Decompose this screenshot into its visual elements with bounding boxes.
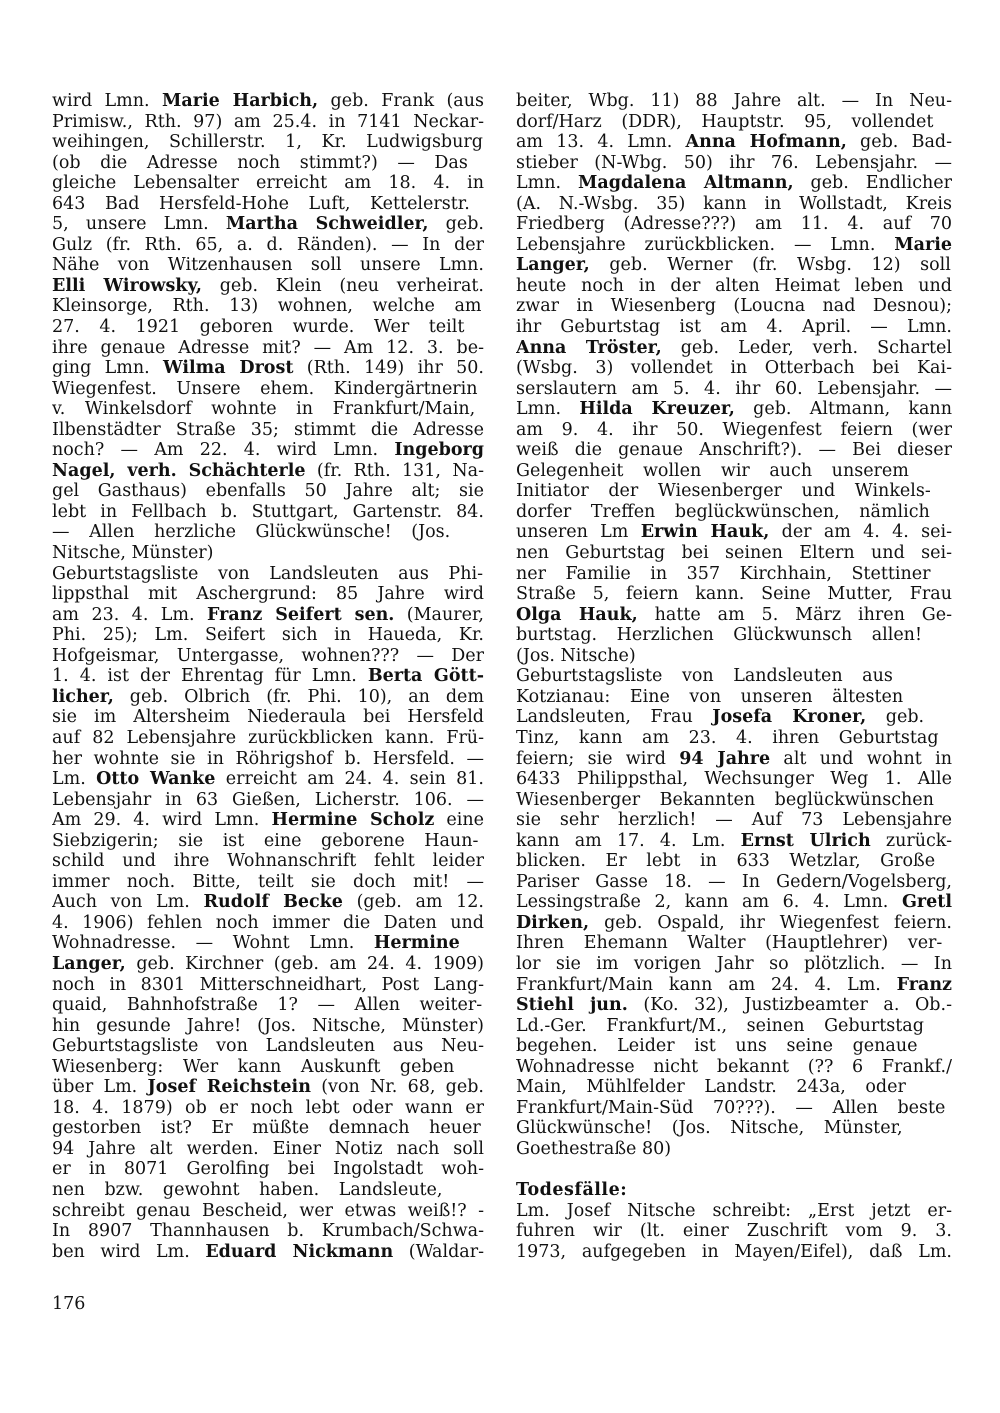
text-run: (Waldar- xyxy=(393,1241,484,1262)
text-line xyxy=(52,687,484,708)
text-line xyxy=(52,564,484,585)
text-run: serslautern am 5. 4. ihr 60. Lebensjahr. — xyxy=(516,378,952,399)
text-run: 643 Bad Hersfeld-Hohe Luft, Kettelerstr. xyxy=(52,193,470,214)
text-line xyxy=(52,194,484,215)
text-run: (Maurer, xyxy=(394,604,484,625)
section-heading-todesfaelle: Todesfälle: xyxy=(516,1179,628,1200)
text-run: 1973, aufgegeben in Mayen/Eifel), daß Lm. xyxy=(516,1241,952,1262)
bold-name: Martha Schweidler, xyxy=(225,214,429,235)
text-run: v. Winkelsdorf wohnte in Frankfurt/Main, xyxy=(52,399,476,420)
bold-name: Rudolf Becke xyxy=(203,892,343,913)
text-run: ner Familie in 357 Kirchhain, Stettiner xyxy=(516,563,931,584)
birthday-notices-continued xyxy=(516,91,952,1159)
text-line xyxy=(516,276,952,297)
bold-name: Dirken, xyxy=(516,912,590,933)
text-run: (geb. am 12. xyxy=(342,892,484,913)
text-run: auf 82 Lebensjahre zurückblicken kann. Frü- xyxy=(52,727,484,748)
text-line xyxy=(516,420,952,441)
text-line xyxy=(516,564,952,585)
text-run: immer noch. Bitte, teilt sie doch mit! — xyxy=(52,871,484,892)
text-line xyxy=(516,872,952,893)
text-run: Wohnadresse nicht bekannt (?? 6 Frankf./ xyxy=(516,1056,952,1077)
bold-name: Josefa Kroner, xyxy=(712,707,867,728)
text-line xyxy=(516,1118,952,1139)
text-run: Nitsche, Münster) xyxy=(52,543,214,564)
text-run: alt und wohnt in xyxy=(770,748,952,769)
text-run: Kleinsorge, Rth. 13) wohnen, welche am xyxy=(52,296,482,317)
text-line xyxy=(52,851,484,872)
text-run: geb. Endlicher xyxy=(793,173,952,194)
text-run: (Wsbg. 3) vollendet in Otterbach bei Kai- xyxy=(516,358,952,379)
text-line xyxy=(516,810,952,831)
text-line xyxy=(516,1242,952,1263)
text-line xyxy=(516,728,952,749)
right-text-column xyxy=(516,91,952,1262)
text-line xyxy=(52,646,484,667)
bold-name: Elli Wirowsky, xyxy=(52,275,203,296)
text-line xyxy=(52,522,484,543)
text-line xyxy=(52,769,484,790)
text-line xyxy=(52,666,484,687)
text-line xyxy=(516,543,952,564)
bold-name: Hilda Kreuzer, xyxy=(579,399,735,420)
section-gap xyxy=(516,1159,952,1180)
text-line xyxy=(516,173,952,194)
text-run: ging Lmn. xyxy=(52,358,164,379)
text-line xyxy=(516,461,952,482)
text-run: geb. Klein (neu verheirat. xyxy=(202,275,484,296)
text-line xyxy=(52,296,484,317)
text-line xyxy=(52,214,484,235)
text-line xyxy=(52,440,484,461)
text-run: sie sehr herzlich! — Auf 73 Lebensjahre xyxy=(516,810,952,831)
text-line xyxy=(516,153,952,174)
text-run: heute noch in der alten Heimat leben und xyxy=(516,275,952,296)
text-run: am 13. 4. Lmn. xyxy=(516,132,686,153)
text-line xyxy=(52,584,484,605)
text-run: geb. xyxy=(866,707,925,728)
text-line xyxy=(52,420,484,441)
text-run: am 9. 4. ihr 50. Wiegenfest feiern (wer xyxy=(516,419,952,440)
text-run: Tinz, kann am 23. 4. ihren Geburtstag xyxy=(516,727,939,748)
text-run: geb. Werner (fr. Wsbg. 12) soll xyxy=(589,255,951,276)
text-line xyxy=(516,1057,952,1078)
text-run: der am 4. 4. sei- xyxy=(769,522,952,543)
text-run: Pariser Gasse 18. — In Gedern/Vogelsberg, xyxy=(516,871,952,892)
text-run: ihr Geburtstag ist am 4. April. — Lmn. xyxy=(516,317,952,338)
text-line xyxy=(516,584,952,605)
text-line xyxy=(516,317,952,338)
text-run: weihingen, Schillerstr. 1, Kr. Ludwigsburg xyxy=(52,132,483,153)
bold-name: Langer, xyxy=(516,255,590,276)
text-line xyxy=(52,1159,484,1180)
bold-name: Anna Tröster, xyxy=(516,337,662,358)
text-run: kann am 17. 4. Lm. xyxy=(516,830,741,851)
text-run: Wiesenberg: Wer kann Auskunft geben xyxy=(52,1056,455,1077)
text-run: gestorben ist? Er müßte demnach heuer xyxy=(52,1118,481,1139)
obituary-text xyxy=(516,1201,952,1263)
text-run: 18. 4. 1879) ob er noch lebt oder wann er xyxy=(52,1097,484,1118)
text-run: schild und ihre Wohnanschrift fehlt leider xyxy=(52,851,484,872)
text-line xyxy=(52,235,484,256)
text-run: 5, unsere Lmn. xyxy=(52,214,226,235)
text-line xyxy=(52,892,484,913)
text-run: Ld.-Ger. Frankfurt/M., seinen Geburtstag xyxy=(516,1015,924,1036)
text-line xyxy=(516,132,952,153)
text-run: Lebensjahre zurückblicken. — Lmn. xyxy=(516,234,895,255)
text-line xyxy=(52,810,484,831)
text-line xyxy=(516,1201,952,1222)
text-run: Frankfurt/Main-Süd 70???). — Allen beste xyxy=(516,1097,946,1118)
text-run: hin gesunde Jahre! (Jos. Nitsche, Münster) xyxy=(52,1015,484,1036)
text-run: In 8907 Thannhausen b. Krumbach/Schwa- xyxy=(52,1221,484,1242)
text-line xyxy=(52,913,484,934)
text-line xyxy=(516,625,952,646)
bold-name: Hermine xyxy=(373,933,460,954)
text-line xyxy=(516,235,952,256)
text-line xyxy=(516,995,952,1016)
text-run: dorfer Treffen beglückwünschen, nämlich xyxy=(516,501,930,522)
text-run: lippsthal mit Aschergrund: 85 Jahre wird xyxy=(52,584,484,605)
text-line xyxy=(516,831,952,852)
bold-name: Marie Harbich, xyxy=(162,91,319,111)
text-line xyxy=(516,358,952,379)
text-run: (A. N.-Wsbg. 35) kann in Wollstadt, Kreis xyxy=(516,193,952,214)
text-run: geb. Ospald, ihr Wiegenfest feiern. xyxy=(589,912,952,933)
text-run: quaid, Bahnhofstraße 1? — Allen weiter- xyxy=(52,995,483,1016)
text-line xyxy=(52,625,484,646)
text-run: fuhren wir (lt. einer Zuschrift vom 9. 3. xyxy=(516,1221,952,1242)
text-line xyxy=(516,687,952,708)
text-run: feiern; sie wird xyxy=(516,748,680,769)
text-run: eine xyxy=(434,810,484,831)
text-run: Wiegenfest. Unsere ehem. Kindergärtnerin xyxy=(52,378,478,399)
text-line xyxy=(52,481,484,502)
text-line xyxy=(516,749,952,770)
text-run: (Jos. Nitsche) xyxy=(516,645,636,666)
text-run: weiß die genaue Anschrift?). — Bei dieser xyxy=(516,440,952,461)
bold-name: Olga Hauk, xyxy=(516,604,638,625)
text-run: Geburtstagsliste von Landsleuten aus Phi- xyxy=(52,563,483,584)
text-run: ben wird Lm. xyxy=(52,1241,206,1262)
text-run: gleiche Lebensalter erreicht am 18. 4. in xyxy=(52,173,484,194)
text-run: Glückwünsche! (Jos. Nitsche, Münster, xyxy=(516,1118,903,1139)
text-run: beiter, Wbg. 11) 88 Jahre alt. — In Neu- xyxy=(516,91,952,111)
text-line xyxy=(52,1221,484,1242)
text-line xyxy=(516,112,952,133)
text-line xyxy=(52,276,484,297)
bold-name: Erwin Hauk, xyxy=(640,522,770,543)
text-line xyxy=(52,831,484,852)
text-run: Straße 5, feiern kann. Seine Mutter, Frau xyxy=(516,584,952,605)
text-run: nen Geburtstag bei seinen Eltern und sei- xyxy=(516,543,952,564)
text-line xyxy=(516,1098,952,1119)
text-run: geb. Altmann, kann xyxy=(734,399,952,420)
text-line xyxy=(516,954,952,975)
text-line xyxy=(52,461,484,482)
bold-name: Gretl xyxy=(901,892,952,913)
text-run: Phi. 25); Lm. Seifert sich in Haueda, Kr. xyxy=(52,625,484,646)
text-line xyxy=(516,399,952,420)
text-run: über Lm. xyxy=(52,1077,148,1098)
text-run: geb. Olbrich (fr. Phi. 10), an dem xyxy=(113,686,484,707)
text-line xyxy=(516,522,952,543)
text-line xyxy=(52,399,484,420)
text-line xyxy=(52,1036,484,1057)
text-run: Primisw., Rth. 97) am 25.4. in 7141 Neckar- xyxy=(52,111,484,132)
bold-name: Magdalena Altmann, xyxy=(578,173,794,194)
text-run: zurück- xyxy=(870,830,952,851)
text-line xyxy=(52,1057,484,1078)
text-line xyxy=(52,1180,484,1201)
text-run: burtstag. Herzlichen Glückwunsch allen! xyxy=(516,625,922,646)
text-run: 94 Jahre alt werden. Einer Notiz nach soll xyxy=(52,1138,484,1159)
text-run: 4. 1906) fehlen noch immer die Daten und xyxy=(52,912,484,933)
text-run: Lessingstraße 2, kann am 6. 4. Lmn. xyxy=(516,892,902,913)
text-line xyxy=(52,872,484,893)
text-run: (Ko. 32), Justizbeamter a. Ob.- xyxy=(627,995,952,1016)
text-line xyxy=(516,769,952,790)
text-line xyxy=(52,543,484,564)
bold-name: Marie xyxy=(894,234,952,255)
text-run: gel Gasthaus) ebenfalls 50 Jahre alt; sie xyxy=(52,481,484,502)
text-line xyxy=(52,1118,484,1139)
text-line xyxy=(516,851,952,872)
text-run: (von Nr. 68, geb. xyxy=(310,1077,484,1098)
text-run: Auch von Lm. xyxy=(52,892,204,913)
text-run: am 23. 4. Lm. xyxy=(52,604,207,625)
text-run: Main, Mühlfelder Landstr. 243a, oder xyxy=(516,1077,906,1098)
text-run: Lebensjahr in 63 Gießen, Licherstr. 106. — xyxy=(52,789,484,810)
text-run: Friedberg (Adresse???) am 11. 4. auf 70 xyxy=(516,214,952,235)
bold-name: Hermine Scholz xyxy=(271,810,435,831)
text-run: noch? — Am 22. 4. wird Lmn. xyxy=(52,440,395,461)
text-run: geb. Bad- xyxy=(846,132,952,153)
text-run: 27. 4. 1921 geboren wurde. Wer teilt xyxy=(52,317,465,338)
text-run: Gelegenheit wollen wir auch unserem xyxy=(516,460,909,481)
text-line xyxy=(516,1036,952,1057)
text-line xyxy=(52,790,484,811)
text-run: Initiator der Wiesenberger und Winkels- xyxy=(516,481,931,502)
text-run: 1. 4. ist der Ehrentag für Lmn. xyxy=(52,666,368,687)
bold-name: Eduard Nickmann xyxy=(205,1241,394,1262)
text-line xyxy=(516,379,952,400)
text-line xyxy=(516,1077,952,1098)
text-run: geb. Frank (aus xyxy=(318,91,484,111)
text-run: lebt in Fellbach b. Stuttgart, Gartenstr. 84. xyxy=(52,501,484,522)
text-line xyxy=(516,1016,952,1037)
text-run: Am 29. 4. wird Lmn. xyxy=(52,810,272,831)
bold-name: Franz xyxy=(896,974,952,995)
text-run: erreicht am 24. 4. sein 81. xyxy=(215,769,484,790)
text-run: geb. Kirchner (geb. am 24. 4. 1909) xyxy=(125,953,484,974)
text-run: blicken. Er lebt in 633 Wetzlar, Große xyxy=(516,851,936,872)
text-run: Wiesenberger Bekannten beglückwünschen xyxy=(516,789,934,810)
text-run: wird Lmn. xyxy=(52,91,163,111)
bold-name: Wilma Drost xyxy=(163,358,294,379)
text-run: Frankfurt/Main kann am 24. 4. Lm. xyxy=(516,974,897,995)
text-line xyxy=(52,338,484,359)
text-line xyxy=(516,666,952,687)
text-run: schreibt genau Bescheid, wer etwas weiß!? - xyxy=(52,1200,484,1221)
text-line xyxy=(52,1242,484,1263)
text-line xyxy=(52,317,484,338)
text-run: Lm. Josef Nitsche schreibt: „Erst jetzt er- xyxy=(516,1200,952,1221)
text-line xyxy=(52,255,484,276)
text-line xyxy=(52,728,484,749)
text-line xyxy=(52,605,484,626)
text-line xyxy=(516,296,952,317)
text-line xyxy=(52,91,484,112)
text-run: nen bzw. gewohnt haben. Landsleute, xyxy=(52,1179,443,1200)
text-run: Landsleuten, Frau xyxy=(516,707,713,728)
text-line xyxy=(516,255,952,276)
text-run: Wohnadresse. — Wohnt Lmn. xyxy=(52,933,374,954)
text-line xyxy=(52,1016,484,1037)
text-line xyxy=(52,707,484,728)
bold-name: Langer, xyxy=(52,953,126,974)
text-run: (ob die Adresse noch stimmt?) — Das xyxy=(52,152,468,173)
text-line xyxy=(516,481,952,502)
text-run: er in 8071 Gerolfing bei Ingolstadt woh- xyxy=(52,1159,484,1180)
text-line xyxy=(516,605,952,626)
text-run: Ihren Ehemann Walter (Hauptlehrer) ver- xyxy=(516,933,943,954)
bold-name: Stiehl jun. xyxy=(516,995,628,1016)
text-run: Gulz (fr. Rth. 65, a. d. Ränden). — In der xyxy=(52,234,484,255)
text-run: Goethestraße 80) xyxy=(516,1138,672,1159)
text-run: lor sie im vorigen Jahr so plötzlich. — In xyxy=(516,953,952,974)
text-line xyxy=(52,173,484,194)
text-line xyxy=(52,954,484,975)
bold-name: Josef Reichstein xyxy=(147,1077,311,1098)
text-run: — Allen herzliche Glückwünsche! (Jos. xyxy=(52,522,451,543)
text-run: Lmn. xyxy=(516,173,578,194)
text-run: her wohnte sie in Röhrigshof b. Hersfeld. — xyxy=(52,748,484,769)
text-run: geb. xyxy=(428,214,484,235)
text-run: stieber (N-Wbg. 50) ihr 76. Lebensjahr. — xyxy=(516,152,952,173)
page-number: 176 xyxy=(52,1294,86,1314)
text-line xyxy=(516,646,952,667)
bold-name: Nagel, verh. Schächterle xyxy=(52,460,306,481)
bold-name: Berta Gött- xyxy=(367,666,484,687)
text-line xyxy=(516,933,952,954)
text-line xyxy=(52,975,484,996)
text-run: hatte am 5. März ihren Ge- xyxy=(637,604,952,625)
text-run: Geburtstagsliste von Landsleuten aus xyxy=(516,666,893,687)
text-run: noch in 8301 Mitterschneidhart, Post Lang- xyxy=(52,974,484,995)
text-run: Siebzigerin; sie ist eine geborene Haun- xyxy=(52,830,479,851)
left-text-column xyxy=(52,91,484,1262)
text-line xyxy=(52,502,484,523)
text-line xyxy=(52,379,484,400)
bold-name: Otto Wanke xyxy=(96,769,216,790)
bold-name: Ernst Ulrich xyxy=(740,830,871,851)
text-line xyxy=(52,1077,484,1098)
text-line xyxy=(516,91,952,112)
text-run: geb. Leder, verh. Schartel xyxy=(661,337,952,358)
text-run: ihre genaue Adresse mit? — Am 12. 3. be- xyxy=(52,337,484,358)
text-run: (Rth. 149) ihr 50. xyxy=(293,358,484,379)
text-line xyxy=(52,1098,484,1119)
bold-name: licher, xyxy=(52,686,114,707)
text-line xyxy=(516,892,952,913)
text-line xyxy=(52,1201,484,1222)
text-run: dorf/Harz (DDR), Hauptstr. 95, vollendet xyxy=(516,111,934,132)
bold-name: Anna Hofmann, xyxy=(685,132,847,153)
text-line xyxy=(52,153,484,174)
text-line xyxy=(516,440,952,461)
text-line xyxy=(516,1221,952,1242)
text-run: Lm. xyxy=(52,769,97,790)
text-run: (fr. Rth. 131, Na- xyxy=(305,460,484,481)
bold-name: Ingeborg xyxy=(394,440,484,461)
text-run: sie im Altersheim Niederaula bei Hersfeld xyxy=(52,707,484,728)
text-line xyxy=(516,194,952,215)
text-line xyxy=(52,132,484,153)
text-run: Geburtstagsliste von Landsleuten aus Neu- xyxy=(52,1036,484,1057)
bold-name: Franz Seifert sen. xyxy=(206,604,395,625)
text-run: 6433 Philippsthal, Wechsunger Weg 1. Alle xyxy=(516,769,952,790)
text-line xyxy=(516,214,952,235)
bold-name: 94 Jahre xyxy=(679,748,771,769)
text-line xyxy=(52,933,484,954)
text-line xyxy=(52,995,484,1016)
text-line xyxy=(516,502,952,523)
text-line xyxy=(52,358,484,379)
text-run: Nähe von Witzenhausen soll unsere Lmn. xyxy=(52,255,484,276)
text-run: zwar in Wiesenberg (Loucna nad Desnou); xyxy=(516,296,952,317)
text-line xyxy=(516,1139,952,1160)
text-run: Lmn. xyxy=(516,399,580,420)
text-line xyxy=(516,975,952,996)
text-run: begehen. Leider ist uns seine genaue xyxy=(516,1036,918,1057)
text-run: unseren Lm xyxy=(516,522,641,543)
text-line xyxy=(516,338,952,359)
text-run: Kotzianau: Eine von unseren ältesten xyxy=(516,686,904,707)
text-line xyxy=(52,112,484,133)
text-line xyxy=(52,1139,484,1160)
text-line xyxy=(516,790,952,811)
text-line xyxy=(516,913,952,934)
text-run: Ilbenstädter Straße 35; stimmt die Adresse xyxy=(52,419,484,440)
text-line xyxy=(52,749,484,770)
text-line xyxy=(516,707,952,728)
text-run: Hofgeismar, Untergasse, wohnen??? — Der xyxy=(52,645,484,666)
